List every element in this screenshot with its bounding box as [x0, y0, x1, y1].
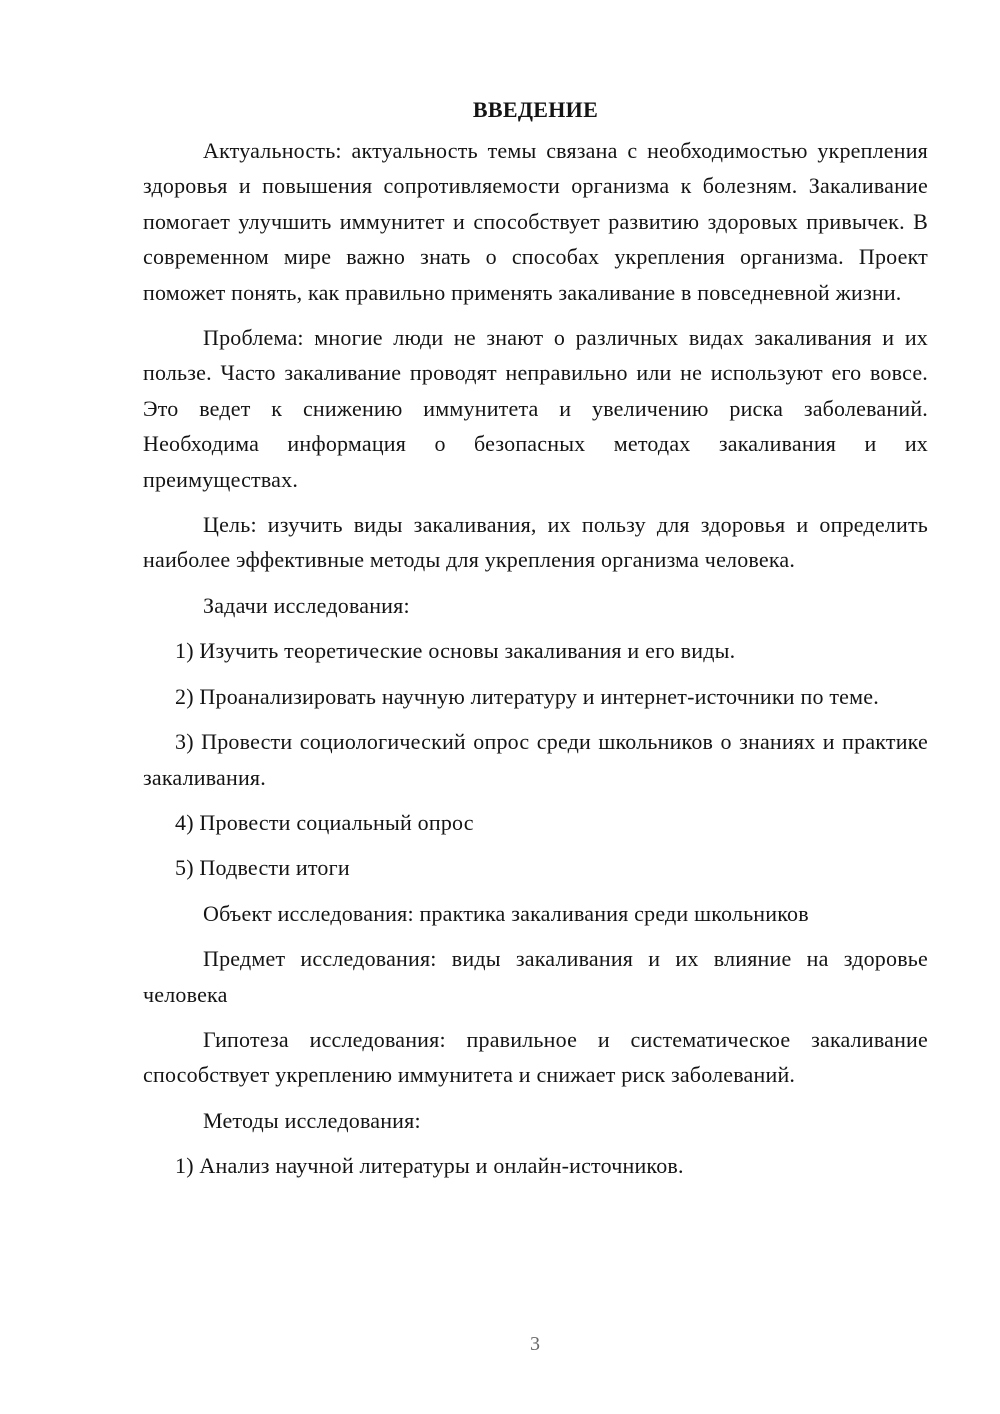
- list-item-task-3: 3) Провести социологический опрос среди школьников о знаниях и практике закаливания.: [143, 729, 928, 790]
- paragraph-tasks-heading: Задачи исследования:: [203, 592, 410, 618]
- paragraph-goal: Цель: изучить виды закаливания, их пользу для здоровья и определить наиболее эффективные методы для укрепления организма человека.: [143, 512, 928, 573]
- paragraph-relevance: Актуальность: актуальность темы связана с необходимостью укрепления здоровья и повышения сопротивляемости организма к болезням. Закаливание помогает улучшить иммунитет и способствует развитию здоровых привычек. В современном мире важно знать о способах укрепления организма. Проект поможет понять, как правильно применять закаливание в повседневной жизни.: [143, 138, 928, 305]
- page-number: 3: [530, 1333, 540, 1355]
- list-item-task-1: 1) Изучить теоретические основы закаливания и его виды.: [175, 638, 736, 664]
- document-page: [143, 95, 928, 1194]
- list-item-task-2: 2) Проанализировать научную литературу и интернет-источники по теме.: [175, 683, 879, 709]
- paragraph-problem: Проблема: многие люди не знают о различных видах закаливания и их пользе. Часто закаливание проводят неправильно или не используют его вовсе. Это ведет к снижению иммунитета и увеличению риска заболеваний. Необходима информация о безопасных методах закаливания и их преимуществах.: [143, 325, 928, 492]
- paragraph-object: Объект исследования: практика закаливания среди школьников: [203, 900, 809, 926]
- list-item-task-4: 4) Провести социальный опрос: [175, 809, 474, 835]
- section-heading: ВВЕДЕНИЕ: [472, 97, 599, 122]
- list-item-task-5: 5) Подвести итоги: [175, 855, 350, 881]
- list-item-method-1: 1) Анализ научной литературы и онлайн-источников.: [175, 1153, 684, 1179]
- paragraph-hypothesis: Гипотеза исследования: правильное и систематическое закаливание способствует укреплению иммунитета и снижает риск заболеваний.: [143, 1026, 928, 1088]
- paragraph-subject: Предмет исследования: виды закаливания и их влияние на здоровье человека: [143, 946, 928, 1007]
- paragraph-methods-heading: Методы исследования:: [203, 1107, 421, 1133]
